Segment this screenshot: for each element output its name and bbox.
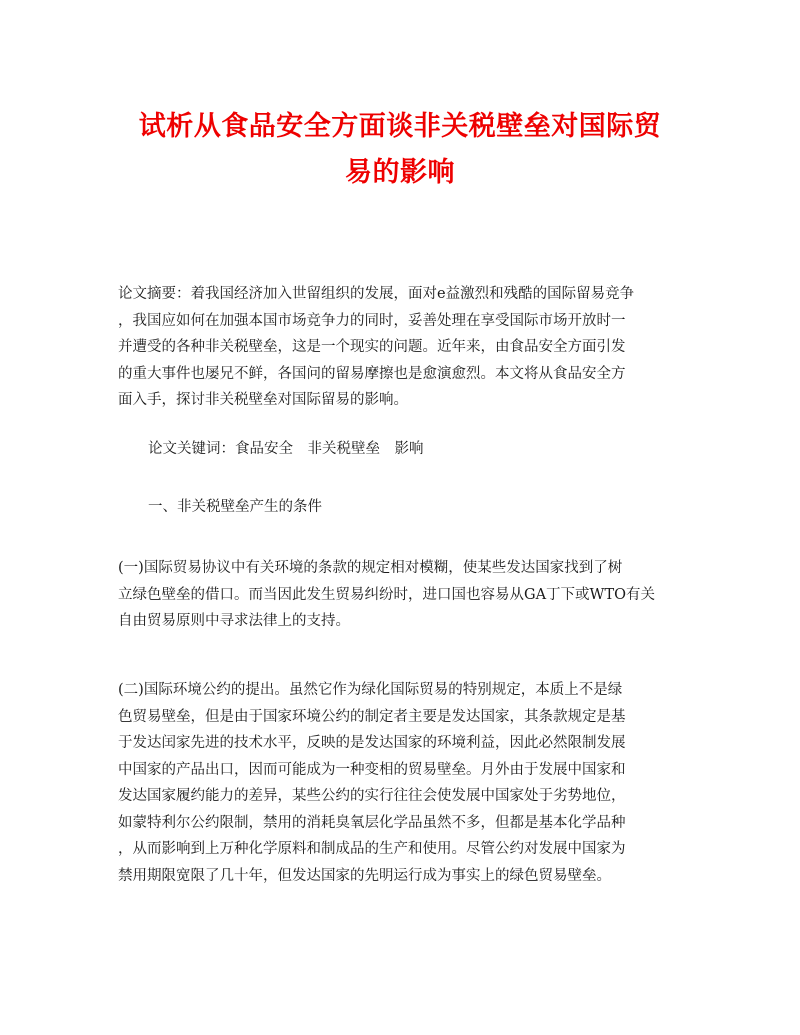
paragraph-line: (一)国际贸易协议中有关环境的条款的规定相对模糊，使某些发达国家找到了树 [118,560,623,576]
paragraph-line: (二)国际环境公约的提出。虽然它作为绿化国际贸易的特别规定，本质上不是绿 [118,682,623,698]
paragraph-line: ，从而影响到上万种化学原料和制成品的生产和使用。尽管公约对发展中国家为 [118,841,626,857]
paragraph-line: 于发达闰家先进的技术水平，反映的是发达国家的环境利益，因此必然限制发展 [118,735,626,751]
paragraph-line: 禁用期限宽限了几十年，但发达国家的先明运行成为事实上的绿色贸易壁垒。 [118,867,611,884]
paragraph-line: 中国家的产品出口，因而可能成为一种变相的贸易壁垒。月外由于发展中国家和 [118,761,626,778]
abstract-line: 并遭受的各种非关税壁垒，这是一个现实的问题。近年来，由食品安全方面引发 [118,339,626,355]
abstract-line: 的重大事件也屡兄不鲜，各国问的留易摩擦也是愈演愈烈。本文将从食品安全方 [118,365,626,382]
paragraph-line: 自由贸易原则中寻求法律上的支持。 [118,613,350,629]
keywords-line [118,436,683,463]
section-heading [118,494,683,521]
keywords-text: 论文关键词：食品安全 非关税壁垒 影响 [148,441,424,457]
title-line: 易的影响 [345,157,455,188]
body-paragraph-1 [118,555,683,635]
section-heading-text: 一、非关税壁垒产生的条件 [148,499,322,515]
document-title [110,104,690,196]
paragraph-line: 色贸易壁垒，但是由于国家环境公约的制定者主要是发达国家，其条款规定是基 [118,708,626,725]
title-line: 试析从食品安全方面谈非关税壁垒对国际贸 [138,111,662,142]
body-paragraph-2 [118,677,683,889]
abstract-paragraph [118,281,683,414]
paragraph-line: 立绿色壁垒的借口。而当因此发生贸易纠纷时，进口国也容易从GA丁下或WTO有关 [118,586,656,603]
paragraph-line: 如蒙特利尔公约限制，禁用的消耗臭氧层化学品虽然不多，但都是基本化学品种 [118,814,626,831]
abstract-line: ，我国应如何在加强本国市场竞争力的同时，妥善处理在享受国际市场开放时一 [118,312,626,329]
paragraph-line: 发达国家履约能力的差异，某些公约的实行往往会使发展中国家处于劣势地位， [118,788,626,804]
abstract-line: 面入手，探讨非关税壁垒对国际留易的影响。 [118,392,408,408]
abstract-line: 论文摘要：着我国经济加入世留组织的发展，面对e益激烈和残酷的国际留易竞争 [118,286,635,302]
